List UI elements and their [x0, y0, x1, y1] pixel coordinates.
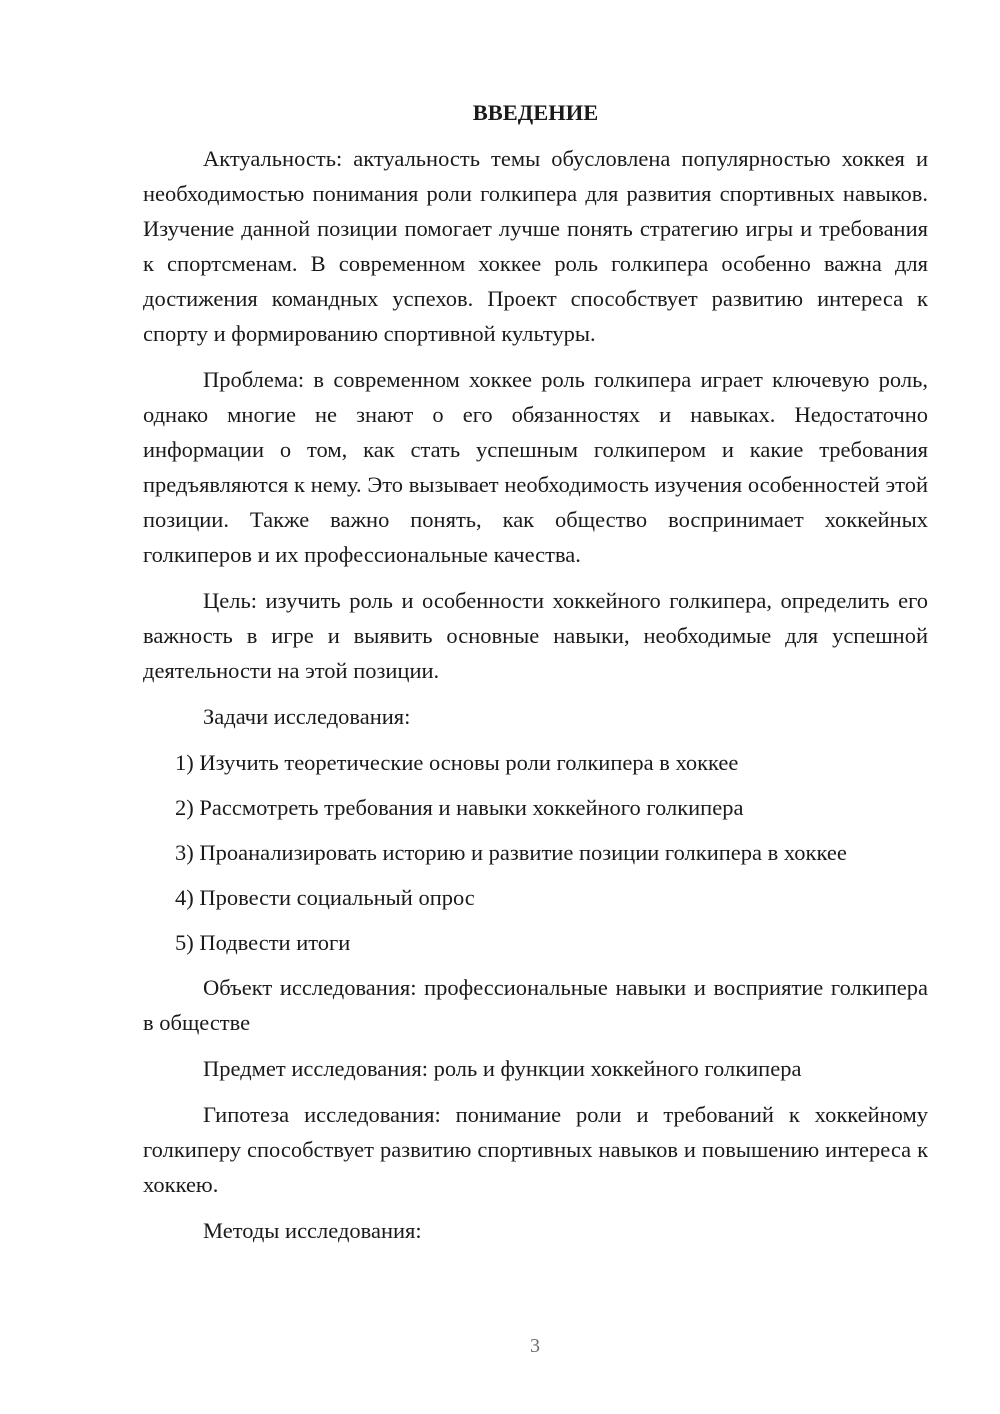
tasks-list — [143, 745, 928, 960]
subject-paragraph: Предмет исследования: роль и функции хоккейного голкипера — [203, 1056, 802, 1081]
methods-heading: Методы исследования: — [203, 1218, 422, 1243]
list-item: 5) Подвести итоги — [175, 930, 351, 955]
hypothesis-paragraph: Гипотеза исследования: понимание роли и требований к хоккейному голкиперу способствует развитию спортивных навыков и повышению интереса к хоккею. — [143, 1102, 928, 1197]
list-item: 4) Провести социальный опрос — [175, 885, 475, 910]
page-number: 3 — [530, 1335, 540, 1357]
object-paragraph: Объект исследования: профессиональные навыки и восприятие голкипера в обществе — [143, 975, 928, 1035]
page-content — [143, 95, 928, 1259]
list-item: 2) Рассмотреть требования и навыки хоккейного голкипера — [175, 795, 744, 820]
goal-paragraph: Цель: изучить роль и особенности хоккейного голкипера, определить его важность в игре и выявить основные навыки, необходимые для успешной деятельности на этой позиции. — [143, 588, 928, 683]
tasks-heading: Задачи исследования: — [203, 704, 411, 729]
list-item: 3) Проанализировать историю и развитие позиции голкипера в хоккее — [175, 840, 847, 865]
list-item: 1) Изучить теоретические основы роли голкипера в хоккее — [175, 750, 739, 775]
relevance-paragraph: Актуальность: актуальность темы обусловлена популярностью хоккея и необходимостью понимания роли голкипера для развития спортивных навыков. Изучение данной позиции помогает лучше понять стратегию игры и требования к спортсменам. В современном хоккее роль голкипера особенно важна для достижения командных успехов. Проект способствует развитию интереса к спорту и формированию спортивной культуры. — [143, 146, 928, 346]
problem-paragraph: Проблема: в современном хоккее роль голкипера играет ключевую роль, однако многие не знают о его обязанностях и навыках. Недостаточно информации о том, как стать успешным голкипером и какие требования предъявляются к нему. Это вызывает необходимость изучения особенностей этой позиции. Также важно понять, как общество воспринимает хоккейных голкиперов и их профессиональные качества. — [143, 367, 928, 567]
section-title: ВВЕДЕНИЕ — [472, 100, 599, 125]
